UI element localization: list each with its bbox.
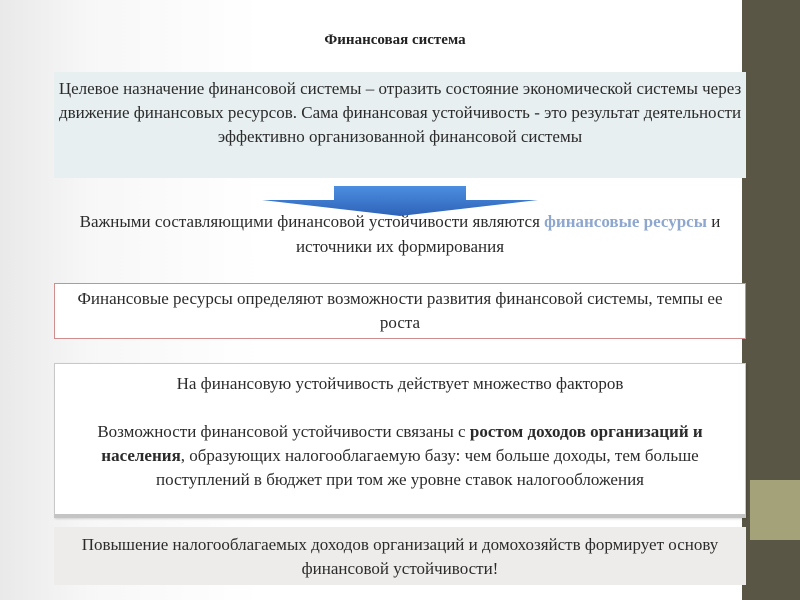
spacer (65, 396, 735, 420)
factors-paragraph: Возможности финансовой устойчивости связаны с ростом доходов организаций и населения, образующих налогооблагаемую базу: чем больше доходы, тем больше поступлений в бюджет при том же уровне ставок налогообложения (97, 422, 703, 489)
resources-text: Финансовые ресурсы определяют возможности развития финансовой системы, темпы ее роста (77, 289, 723, 332)
conclusion-text: Повышение налогооблагаемых доходов организаций и домохозяйств формирует основу финансовой устойчивости! (81, 535, 719, 578)
components-text: Важными составляющими финансовой устойчивости являются финансовые ресурсы и источники их формирования (79, 212, 721, 256)
purpose-text: Целевое назначение финансовой системы – отразить состояние экономической системы через движение финансовых ресурсов. Сама финансовая устойчивость - это результат деятельности эффективно организованной финансовой системы (58, 79, 742, 146)
highlight-financial-resources: финансовые ресурсы (544, 212, 707, 231)
purpose-box (54, 72, 746, 178)
factors-line: На финансовую устойчивость действует множество факторов (176, 374, 624, 393)
bold-income-growth: ростом доходов организаций и населения (101, 422, 703, 465)
resources-box (54, 283, 746, 339)
factors-box (54, 363, 746, 518)
conclusion-box (54, 527, 746, 585)
side-accent (750, 480, 800, 540)
slide-title: Финансовая система (324, 32, 466, 48)
